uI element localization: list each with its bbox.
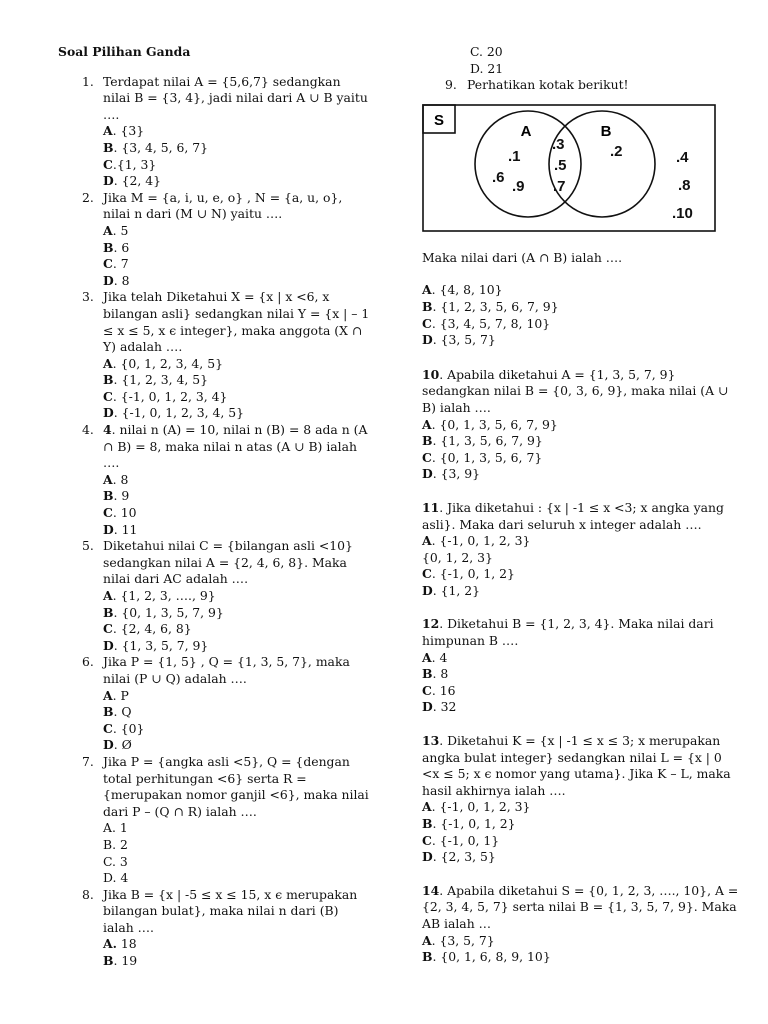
- option-c: C. 20: [470, 44, 503, 59]
- option-key: B: [103, 139, 114, 155]
- option-text: . {-1, 0, 1, 2, 3, 4, 5}: [113, 405, 245, 421]
- answer-option: [422, 550, 740, 567]
- option-key: C: [103, 388, 113, 404]
- venn-element: .8: [678, 176, 691, 194]
- q9-options: [422, 282, 740, 348]
- answer-option: [103, 372, 370, 389]
- question-14: [422, 883, 740, 966]
- question-line: Jika P = {angka asli <5}, Q = {dengan total perhitungan <6} serta R = {merupakan nomor ganjil <6}, maka nilai dari P – (Q ∩ R) ialah ….: [103, 753, 369, 819]
- answer-option: [103, 588, 370, 605]
- question-number: 9.: [445, 77, 457, 93]
- answer-option: [103, 953, 370, 970]
- option-text: . {-1, 0, 1, 2}: [432, 816, 516, 831]
- venn-element: .4: [676, 148, 689, 166]
- question-line: Jika telah Diketahui X = {x | x <6, x bilangan asli} sedangkan nilai Y = {x | – 1 ≤ x ≤ 5, x ϵ integer}, maka anggota (X ∩ Y) adalah ….: [103, 289, 370, 355]
- option-text: . 10: [112, 505, 137, 521]
- question-5: [58, 538, 370, 654]
- answer-option: [103, 820, 370, 837]
- option-text: . {2, 4}: [113, 173, 162, 189]
- option-text: . 8: [113, 272, 130, 288]
- option-text: . {1, 3, 5, 6, 7, 9}: [432, 433, 543, 449]
- option-text: .{1, 3}: [112, 156, 157, 172]
- answer-option: [422, 933, 740, 950]
- question-number: 7.: [82, 753, 94, 769]
- question-lead: 4: [103, 422, 112, 438]
- question-list-left: [58, 74, 370, 970]
- option-key: C: [422, 566, 432, 582]
- option-key: A: [422, 282, 432, 298]
- answer-option: [103, 870, 370, 887]
- venn-element: .9: [512, 177, 525, 195]
- q8-continued-options: [422, 44, 740, 77]
- question-text: [103, 538, 370, 588]
- option-key: A.: [103, 936, 117, 952]
- answer-option: [103, 240, 370, 257]
- answer-options: [422, 650, 740, 716]
- option-key: D: [422, 849, 433, 865]
- option-key: A: [422, 799, 432, 815]
- question-text: [103, 887, 370, 937]
- answer-option: [422, 533, 740, 550]
- option-key: D: [422, 699, 433, 715]
- venn-svg: [422, 104, 716, 232]
- answer-option: [103, 704, 370, 721]
- venn-element: .5: [554, 156, 567, 174]
- option-text: . 19: [113, 953, 138, 969]
- question-text: [103, 190, 370, 223]
- answer-options: [422, 533, 740, 599]
- option-key: D: [422, 582, 433, 598]
- answer-option: [103, 123, 370, 140]
- question-text: [422, 733, 740, 799]
- answer-option: [422, 583, 740, 600]
- option-key: B: [103, 953, 114, 969]
- option-key: C: [103, 720, 113, 736]
- answer-options: [103, 123, 370, 189]
- option-text: A. 1: [103, 820, 128, 836]
- option-key: B: [422, 949, 433, 965]
- venn-element: .3: [552, 135, 565, 153]
- option-key: C: [422, 832, 432, 848]
- answer-option: [103, 256, 370, 273]
- answer-option: [103, 157, 370, 174]
- question-4: [58, 422, 370, 538]
- option-key: D: [103, 405, 114, 421]
- answer-option: [422, 949, 740, 966]
- answer-option: [103, 488, 370, 505]
- question-3: [58, 289, 370, 422]
- question-number: 2.: [82, 189, 94, 205]
- answer-option: [422, 666, 740, 683]
- option-d: D. 21: [470, 60, 504, 76]
- answer-option: [103, 223, 370, 240]
- option-text: . {0, 1, 2, 3, 4, 5}: [112, 355, 223, 371]
- option-key: D: [103, 272, 114, 288]
- answer-option: [422, 282, 740, 299]
- universe-label: S: [433, 111, 445, 129]
- option-key: B: [103, 604, 114, 620]
- question-text: [103, 754, 370, 820]
- question-11: [422, 500, 740, 600]
- question-number: 14: [422, 882, 440, 898]
- question-8: [58, 887, 370, 970]
- question-number: 13: [422, 733, 440, 749]
- venn-element: .7: [553, 177, 566, 195]
- option-text: . {1, 2, 3, 4, 5}: [113, 372, 209, 388]
- option-text: C. 3: [103, 853, 128, 869]
- option-key: A: [103, 355, 113, 371]
- venn-element: .2: [610, 142, 623, 160]
- option-text: . 5: [112, 222, 129, 238]
- option-key: B: [422, 666, 433, 682]
- option-text: . {0, 1, 3, 5, 6, 7}: [431, 449, 543, 465]
- option-text: . 6: [113, 239, 130, 255]
- answer-options: [422, 799, 740, 865]
- option-key: C: [422, 315, 432, 331]
- option-text: 18: [116, 936, 137, 952]
- question-13: [422, 733, 740, 866]
- answer-option: [103, 356, 370, 373]
- answer-option: [103, 688, 370, 705]
- option-text: . {3, 5, 7}: [432, 332, 496, 348]
- option-text: . {-1, 0, 1, 2}: [431, 566, 515, 582]
- option-text: . {0, 1, 6, 8, 9, 10}: [432, 949, 551, 965]
- answer-option: [422, 849, 740, 866]
- question-line: . nilai n (A) = 10, nilai n (B) = 8 ada n (A ∩ B) = 8, maka nilai n atas (A ∪ B) ialah ….: [103, 422, 368, 471]
- question-number: 8.: [82, 886, 94, 902]
- answer-options: [103, 223, 370, 289]
- option-text: . {3}: [112, 123, 145, 139]
- answer-option: [422, 799, 740, 816]
- question-body: . Diketahui K = {x | -1 ≤ x ≤ 3; x merupakan angka bulat integer} sedangkan nilai L = {x | 0 <x ≤ 5; x ϵ nomor yang utama}. Jika K – L, maka hasil akhirnya ialah ….: [422, 733, 731, 798]
- question-body: . Apabila diketahui S = {0, 1, 2, 3, …., 10}, A = {2, 3, 4, 5, 7} serta nilai B = {1, 3, 5, 7, 9}. Maka AB ialah …: [422, 882, 739, 931]
- option-text: . {0, 1, 3, 5, 7, 9}: [113, 604, 224, 620]
- option-text: . {-1, 0, 1, 2, 3}: [431, 533, 531, 549]
- answer-options: [103, 588, 370, 654]
- answer-option: [422, 299, 740, 316]
- option-text: . {-1, 0, 1, 2, 3}: [431, 799, 531, 815]
- page-title: Soal Pilihan Ganda: [58, 44, 191, 59]
- question-number: 1.: [82, 73, 94, 89]
- option-text: . 8: [432, 666, 449, 682]
- option-text: . 11: [113, 521, 138, 537]
- question-number: 11: [422, 499, 440, 515]
- answer-options: [103, 472, 370, 538]
- option-key: C: [103, 156, 113, 172]
- option-key: A: [422, 533, 432, 549]
- option-text: . 9: [113, 488, 130, 504]
- question-line: Terdapat nilai A = {5,6,7} sedangkan nilai B = {3, 4}, jadi nilai dari A ∪ B yaitu ….: [103, 73, 368, 122]
- option-key: B: [103, 372, 114, 388]
- answer-option: [103, 389, 370, 406]
- option-text: . {0, 1, 3, 5, 6, 7, 9}: [431, 416, 558, 432]
- option-key: A: [103, 588, 113, 603]
- question-number: 5.: [82, 538, 94, 554]
- option-text: . Q: [113, 704, 132, 720]
- question-6: [58, 654, 370, 754]
- answer-option: [103, 273, 370, 290]
- question-body: . Apabila diketahui A = {1, 3, 5, 7, 9} sedangkan nilai B = {0, 3, 6, 9}, maka nilai (A ∪ B) ialah ….: [422, 366, 729, 415]
- left-column: [58, 44, 370, 970]
- option-key: C: [422, 449, 432, 465]
- question-text: [103, 289, 370, 355]
- answer-option: [422, 466, 740, 483]
- option-text: . {1, 2, 3, 5, 6, 7, 9}: [432, 298, 559, 314]
- set-a-label: A: [520, 122, 532, 140]
- question-number: 10: [422, 366, 440, 382]
- option-key: A: [422, 416, 432, 432]
- option-text: . {3, 9}: [432, 466, 481, 482]
- question-text: [422, 616, 740, 649]
- answer-option: [103, 505, 370, 522]
- option-text: . {0}: [112, 720, 145, 736]
- question-line: Jika M = {a, i, u, e, o} , N = {a, u, o}, nilai n dari (M ∪ N) yaitu ….: [103, 189, 343, 222]
- answer-option: [103, 621, 370, 638]
- answer-option: [422, 316, 740, 333]
- answer-options: [103, 820, 370, 886]
- option-text: . 4: [431, 649, 448, 665]
- question-line: Jika B = {x | -5 ≤ x ≤ 15, x ϵ merupakan bilangan bulat}, maka nilai n dari (B) ialah ….: [103, 886, 358, 935]
- question-number: 4.: [82, 422, 94, 438]
- question-1: [58, 74, 370, 190]
- question-line: Jika P = {1, 5} , Q = {1, 3, 5, 7}, maka nilai (P ∪ Q) adalah ….: [103, 654, 350, 686]
- answer-option: [422, 683, 740, 700]
- answer-option: [103, 605, 370, 622]
- option-key: C: [103, 621, 113, 637]
- question-text: [422, 883, 740, 933]
- answer-option: [422, 816, 740, 833]
- answer-options: [103, 936, 370, 969]
- question-body: . Diketahui B = {1, 2, 3, 4}. Maka nilai dari himpunan B ….: [422, 616, 714, 649]
- question-number: 12: [422, 616, 440, 632]
- option-text: . {3, 5, 7}: [431, 932, 495, 948]
- option-key: D: [103, 737, 114, 753]
- answer-option: [103, 936, 370, 953]
- option-key: B: [103, 239, 114, 255]
- answer-option: [103, 140, 370, 157]
- option-key: A: [103, 123, 113, 139]
- answer-option: [103, 638, 370, 655]
- question-text: Perhatikan kotak berikut!: [467, 77, 629, 93]
- question-text: [422, 367, 740, 417]
- option-key: D: [422, 466, 433, 482]
- answer-option: [422, 699, 740, 716]
- question-10: [422, 367, 740, 483]
- answer-option: [422, 417, 740, 434]
- answer-option: [103, 405, 370, 422]
- question-2: [58, 190, 370, 290]
- question-text: [103, 74, 370, 124]
- option-text: . {3, 4, 5, 6, 7}: [113, 139, 209, 155]
- set-b-label: B: [600, 122, 612, 140]
- question-7: [58, 754, 370, 887]
- question-text: [103, 654, 370, 687]
- question-12: [422, 616, 740, 716]
- question-number: 6.: [82, 654, 94, 670]
- venn-element: .1: [508, 147, 521, 165]
- option-text: . {1, 2, 3, …., 9}: [112, 588, 216, 603]
- q9-question: Maka nilai dari (A ∩ B) ialah ….: [422, 249, 623, 265]
- answer-option: [103, 837, 370, 854]
- option-text: . 32: [432, 699, 457, 715]
- venn-element: .10: [672, 204, 693, 222]
- option-text: . {-1, 0, 1, 2, 3, 4}: [112, 388, 228, 404]
- option-text: B. 2: [103, 836, 128, 852]
- option-key: C: [103, 505, 113, 521]
- answer-options: [422, 933, 740, 966]
- option-key: D: [422, 332, 433, 348]
- venn-element: .6: [492, 168, 505, 186]
- answer-options: [103, 688, 370, 754]
- right-column: [422, 44, 740, 966]
- question-number: 3.: [82, 289, 94, 305]
- answer-option: [103, 522, 370, 539]
- answer-option: [103, 472, 370, 489]
- answer-option: [422, 566, 740, 583]
- option-text: . {1, 3, 5, 7, 9}: [113, 637, 209, 653]
- answer-option: [103, 173, 370, 190]
- question-body: . Jika diketahui : {x | -1 ≤ x <3; x angka yang asli}. Maka dari seluruh x integer adalah ….: [422, 499, 724, 532]
- answer-options: [422, 417, 740, 483]
- option-text: . 16: [431, 682, 456, 698]
- option-text: {0, 1, 2, 3}: [422, 549, 493, 565]
- answer-option: [422, 650, 740, 667]
- option-text: . Ø: [113, 737, 132, 753]
- question-line: Diketahui nilai C = {bilangan asli <10} sedangkan nilai A = {2, 4, 6, 8}. Maka nilai dari AC adalah ….: [103, 538, 353, 587]
- answer-option: [422, 833, 740, 850]
- option-key: A: [422, 932, 432, 948]
- option-text: . P: [112, 687, 129, 703]
- answer-option: [103, 721, 370, 738]
- option-key: B: [422, 298, 433, 314]
- question-list-right: [422, 367, 740, 966]
- option-text: . 7: [112, 256, 129, 272]
- option-text: . {4, 8, 10}: [431, 282, 503, 298]
- option-key: A: [422, 649, 432, 665]
- option-text: . {2, 4, 6, 8}: [112, 621, 192, 637]
- answer-option: [422, 450, 740, 467]
- option-key: D: [103, 521, 114, 537]
- option-key: C: [103, 256, 113, 272]
- option-key: D: [103, 173, 114, 189]
- option-key: C: [422, 682, 432, 698]
- option-text: . {1, 2}: [432, 582, 481, 598]
- option-text: . {3, 4, 5, 7, 8, 10}: [431, 315, 551, 331]
- option-text: D. 4: [103, 870, 129, 886]
- option-key: B: [422, 816, 433, 831]
- answer-options: [103, 356, 370, 422]
- option-key: B: [422, 433, 433, 449]
- option-key: A: [103, 222, 113, 238]
- option-key: B: [103, 704, 114, 720]
- answer-option: [422, 332, 740, 349]
- question-text: [422, 500, 740, 533]
- venn-diagram: [422, 104, 716, 232]
- answer-option: [422, 433, 740, 450]
- option-text: . {2, 3, 5}: [432, 849, 496, 865]
- question-text: [103, 422, 370, 472]
- option-text: . {-1, 0, 1}: [431, 832, 500, 848]
- answer-option: [103, 737, 370, 754]
- question-9: [422, 77, 740, 94]
- option-key: D: [103, 637, 114, 653]
- option-key: A: [103, 687, 113, 703]
- answer-option: [103, 854, 370, 871]
- option-text: . 8: [112, 471, 129, 487]
- option-key: A: [103, 471, 113, 487]
- option-key: B: [103, 488, 114, 504]
